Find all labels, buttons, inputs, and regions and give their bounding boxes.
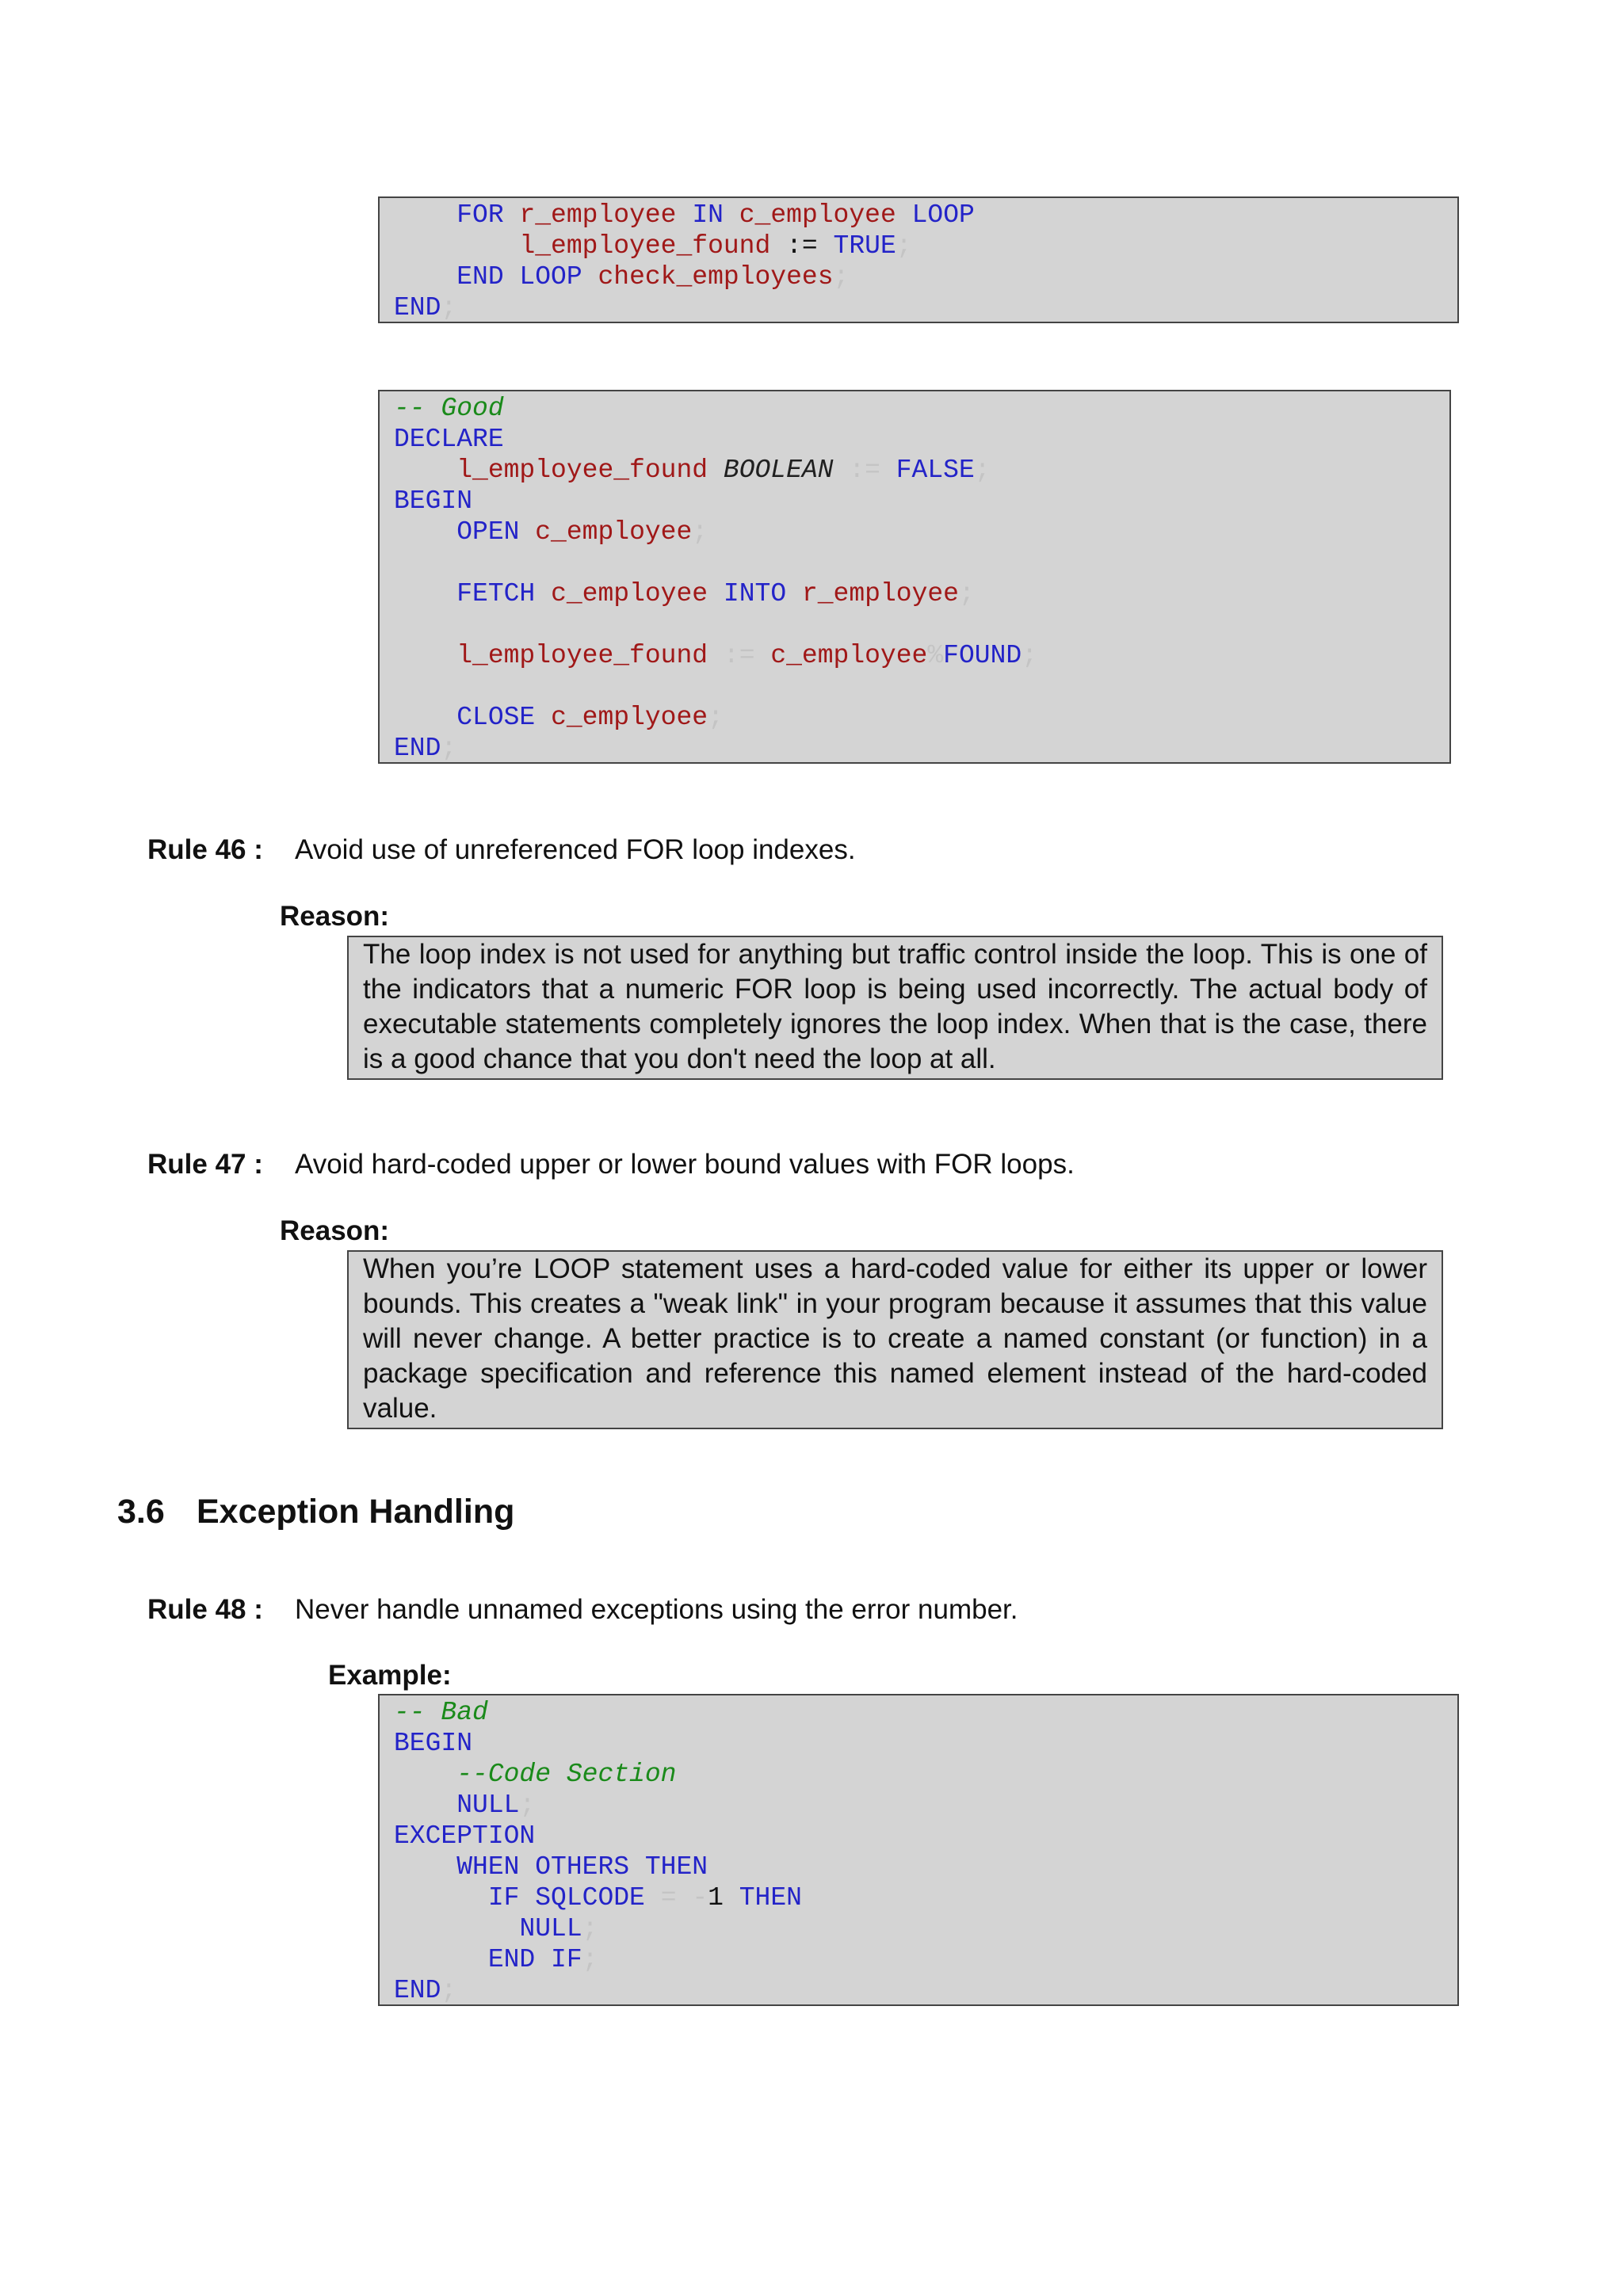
code-token-identifier: c_employee — [770, 641, 928, 670]
rule-46-reason-text: The loop index is not used for anything but traffic control inside the loop. This is one of the indicators that a numeric FOR loop is being used incorrectly. The actual body of executable statements completely ignores the loop index. When that is the case, there is a good chance that you don't need the loop at all. — [363, 939, 1427, 1074]
code-line — [394, 231, 1457, 261]
code-block-good — [378, 390, 1451, 764]
code-token-identifier: l_employee_found — [456, 641, 708, 670]
code-token-space — [394, 517, 456, 547]
code-block-loop-tail — [378, 196, 1459, 323]
code-token-space — [519, 517, 535, 547]
code-token-identifier: c_employee — [739, 200, 896, 230]
code-line — [394, 547, 1449, 578]
code-token-space — [504, 200, 520, 230]
code-token-identifier: check_employees — [598, 262, 834, 292]
code-token-keyword: BEGIN — [394, 1729, 473, 1758]
code-token-operator: := — [786, 231, 818, 261]
code-token-space — [645, 1883, 661, 1913]
code-block-bad — [378, 1694, 1459, 2006]
code-token-punctuation: ; — [692, 517, 708, 547]
code-token-keyword: END — [394, 734, 441, 763]
code-token-operator: 1 — [708, 1883, 724, 1913]
code-token-keyword: IN — [692, 200, 724, 230]
code-token-punctuation: := — [723, 641, 755, 670]
code-token-space — [394, 1883, 488, 1913]
code-token-space — [708, 579, 724, 608]
code-line — [394, 1944, 1457, 1975]
code-token-space — [394, 1914, 519, 1943]
code-line — [394, 1821, 1457, 1852]
code-line — [394, 702, 1449, 733]
code-line — [394, 1759, 1457, 1790]
code-token-space — [394, 200, 456, 230]
code-token-space — [394, 641, 456, 670]
code-token-space — [724, 1883, 739, 1913]
code-token-space — [818, 231, 834, 261]
rule-47-reason-text: When you’re LOOP statement uses a hard-coded value for either its upper or lower bounds. This creates a "weak link" in your program because it assumes that this value will never change. A better practice is to create a named constant (or function) in a package specification and reference this named element instead of the hard-coded value. — [363, 1253, 1427, 1424]
code-line — [394, 1697, 1457, 1728]
code-line — [394, 1882, 1457, 1913]
code-token-space — [880, 456, 896, 485]
code-line — [394, 578, 1449, 609]
rule-47-label: Rule 47 : — [147, 1149, 263, 1180]
code-token-space — [394, 262, 456, 292]
code-line — [394, 200, 1457, 231]
code-token-space — [708, 641, 724, 670]
code-token-keyword: OPEN — [456, 517, 520, 547]
code-token-identifier: l_employee_found — [456, 456, 708, 485]
code-token-identifier: r_employee — [519, 200, 677, 230]
code-token-space — [708, 456, 724, 485]
rule-47-reason-box — [347, 1250, 1443, 1429]
code-line — [394, 1728, 1457, 1759]
code-line — [394, 292, 1457, 323]
rule-48-example-label: Example: — [328, 1660, 452, 1691]
code-token-keyword: WHEN OTHERS THEN — [456, 1852, 708, 1882]
code-token-comment: -- Good — [394, 394, 504, 423]
code-token-keyword: LOOP — [911, 200, 975, 230]
rule-46-reason-box — [347, 936, 1443, 1080]
code-line — [394, 1790, 1457, 1821]
code-token-keyword: INTO — [723, 579, 787, 608]
code-token-punctuation: ; — [708, 703, 724, 732]
code-token-punctuation: ; — [974, 456, 991, 485]
code-token-space — [677, 1883, 693, 1913]
section-number: 3.6 — [117, 1493, 165, 1531]
code-token-keyword: TRUE — [833, 231, 896, 261]
code-token-identifier: r_employee — [801, 579, 959, 608]
code-token-punctuation: ; — [441, 293, 457, 322]
code-token-space — [834, 456, 850, 485]
code-token-keyword: EXCEPTION — [394, 1821, 536, 1851]
code-token-identifier: c_employee — [535, 517, 693, 547]
code-token-keyword: NULL — [456, 1791, 520, 1820]
code-token-keyword: END LOOP — [456, 262, 582, 292]
code-token-keyword: END IF — [487, 1945, 582, 1974]
code-token-space — [394, 1791, 456, 1820]
code-token-space — [582, 262, 598, 292]
code-token-punctuation: ; — [441, 734, 457, 763]
code-token-type: BOOLEAN — [723, 456, 834, 485]
code-token-space — [535, 579, 551, 608]
code-line — [394, 671, 1449, 702]
code-token-keyword: DECLARE — [394, 425, 504, 454]
code-token-space — [770, 231, 786, 261]
code-token-keyword: IF SQLCODE — [487, 1883, 645, 1913]
code-token-punctuation: ; — [582, 1914, 598, 1943]
code-line — [394, 1852, 1457, 1882]
code-token-comment: -- Bad — [394, 1698, 488, 1727]
code-line — [394, 424, 1449, 455]
code-token-space — [394, 1760, 456, 1789]
code-token-keyword: NULL — [519, 1914, 582, 1943]
code-token-space — [394, 703, 456, 732]
code-token-space — [755, 641, 771, 670]
code-token-punctuation: ; — [441, 1976, 457, 2005]
code-token-punctuation: ; — [833, 262, 850, 292]
code-token-keyword: BEGIN — [394, 486, 473, 516]
code-token-punctuation: ; — [1022, 641, 1038, 670]
code-token-space — [724, 200, 739, 230]
code-token-space — [394, 579, 456, 608]
code-token-keyword: FOUND — [943, 641, 1022, 670]
code-line — [394, 455, 1449, 486]
rule-47-text: Avoid hard-coded upper or lower bound values with FOR loops. — [295, 1149, 1075, 1180]
code-line — [394, 640, 1449, 671]
code-token-space — [394, 231, 519, 261]
code-token-keyword: END — [394, 293, 441, 322]
code-token-punctuation: ; — [582, 1945, 598, 1974]
code-line — [394, 486, 1449, 517]
code-token-keyword: FETCH — [456, 579, 536, 608]
code-token-punctuation: ; — [959, 579, 975, 608]
code-token-punctuation: := — [849, 456, 880, 485]
section-title: Exception Handling — [197, 1493, 515, 1531]
code-token-punctuation: ; — [896, 231, 912, 261]
code-token-punctuation: % — [927, 641, 944, 670]
code-token-keyword: FOR — [456, 200, 504, 230]
code-token-space — [394, 1852, 456, 1882]
code-token-space — [394, 456, 456, 485]
rule-47-reason-label: Reason: — [280, 1215, 390, 1246]
rule-48-text: Never handle unnamed exceptions using the error number. — [295, 1594, 1018, 1625]
rule-48-label: Rule 48 : — [147, 1594, 263, 1625]
code-token-keyword: THEN — [739, 1883, 802, 1913]
code-line — [394, 1913, 1457, 1944]
code-token-punctuation: ; — [519, 1791, 536, 1820]
code-token-keyword: FALSE — [896, 456, 975, 485]
rule-46-label: Rule 46 : — [147, 834, 263, 865]
code-token-punctuation: = — [660, 1883, 677, 1913]
rule-46-reason-label: Reason: — [280, 901, 390, 932]
code-token-comment: --Code Section — [456, 1760, 677, 1789]
code-line — [394, 609, 1449, 640]
section-heading — [117, 1493, 514, 1531]
code-token-space — [394, 1945, 488, 1974]
code-line — [394, 261, 1457, 292]
code-token-space — [896, 200, 912, 230]
code-token-space — [677, 200, 693, 230]
code-line — [394, 517, 1449, 547]
code-token-identifier: l_employee_found — [519, 231, 771, 261]
code-token-keyword: END — [394, 1976, 441, 2005]
code-line — [394, 1975, 1457, 2006]
code-token-space — [786, 579, 802, 608]
code-token-keyword: CLOSE — [456, 703, 536, 732]
code-token-space — [535, 703, 551, 732]
code-line — [394, 393, 1449, 424]
code-token-identifier: c_emplyoee — [551, 703, 708, 732]
rule-46-text: Avoid use of unreferenced FOR loop indexes. — [295, 834, 856, 865]
code-token-identifier: c_employee — [551, 579, 708, 608]
code-token-punctuation: - — [692, 1883, 708, 1913]
code-line — [394, 733, 1449, 764]
